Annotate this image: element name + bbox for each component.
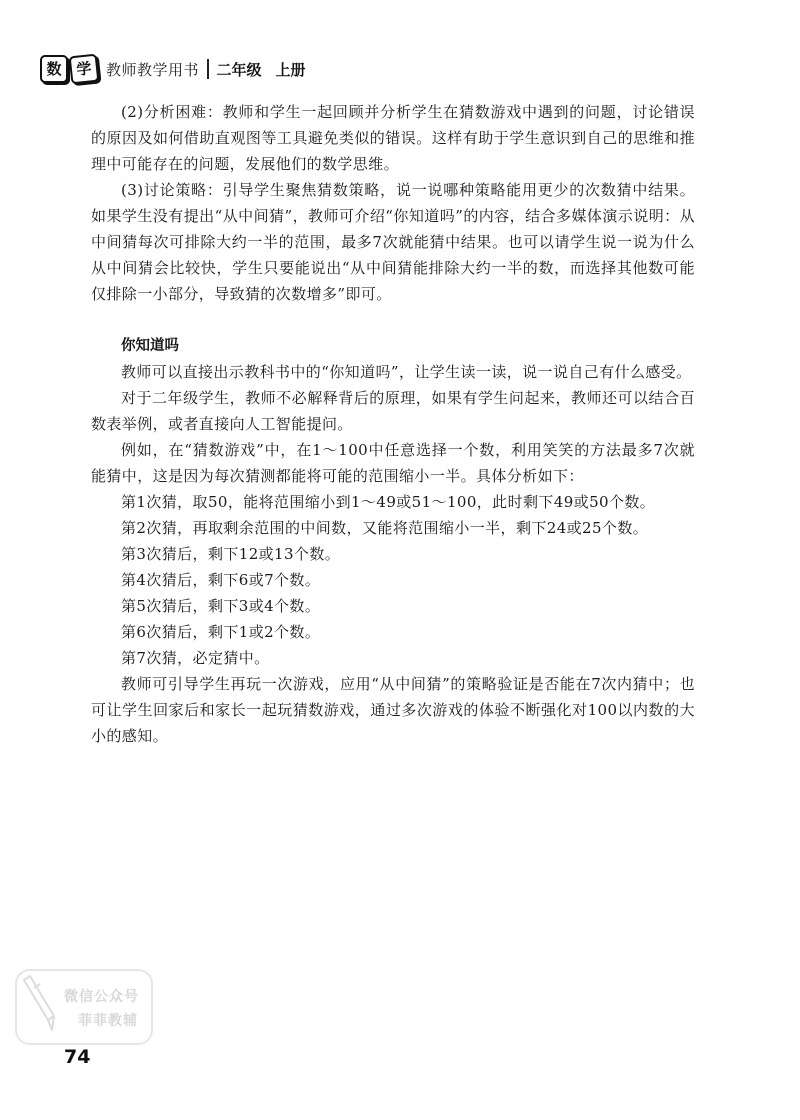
watermark-line-1: 微信公众号 xyxy=(64,989,139,1005)
volume-label: 上册 xyxy=(275,60,306,79)
logo-char-xue: 学 xyxy=(69,54,100,85)
math-logo xyxy=(40,55,98,83)
watermark-line-2: 菲菲教辅 xyxy=(78,1013,138,1029)
guess-step: 第6次猜后，剩下1或2个数。 xyxy=(121,623,321,641)
paragraph-closing: 教师可引导学生再玩一次游戏，应用“从中间猜”的策略验证是否能在7次内猜中；也可让学生回家后和家长一起玩猜数游戏，通过多次游戏的体验不断强化对100以内数的大小的感知。 xyxy=(91,675,695,745)
page-body xyxy=(91,99,695,749)
guess-step: 第3次猜后，剩下12或13个数。 xyxy=(121,545,341,563)
page-number: 74 xyxy=(64,1046,91,1068)
paragraph-discuss-strategy: (3)讨论策略：引导学生聚焦猜数策略，说一说哪种策略能用更少的次数猜中结果。如果学生没有提出“从中间猜”，教师可介绍“你知道吗”的内容，结合多媒体演示说明：从中间猜每次可排除大约一半的范围，最多7次就能猜中结果。也可以请学生说一说为什么从中间猜会比较快，学生只要能说出“从中间猜能排除大约一半的数，而选择其他数可能仅排除一小部分，导致猜的次数增多”即可。 xyxy=(91,181,695,303)
guess-step: 第4次猜后，剩下6或7个数。 xyxy=(121,571,321,589)
grade-label: 二年级 xyxy=(216,60,262,79)
section-heading-did-you-know: 你知道吗 xyxy=(121,338,179,354)
paragraph-show-textbook: 教师可以直接出示教科书中的“你知道吗”，让学生读一读，说一说自己有什么感受。 xyxy=(121,363,692,381)
watermark xyxy=(14,968,156,1048)
watermark-pencil-icon xyxy=(14,968,156,1048)
guess-step: 第1次猜，取50，能将范围缩小到1～49或51～100，此时剩下49或50个数。 xyxy=(121,493,656,511)
running-header xyxy=(40,52,306,86)
paragraph-analyze-difficulty: (2)分析困难：教师和学生一起回顾并分析学生在猜数游戏中遇到的问题，讨论错误的原因及如何借助直观图等工具避免类似的错误。这样有助于学生意识到自己的思维和推理中可能存在的问题，发展他们的数学思维。 xyxy=(91,103,695,173)
guess-step: 第5次猜后，剩下3或4个数。 xyxy=(121,597,321,615)
guess-step: 第2次猜，再取剩余范围的中间数，又能将范围缩小一半，剩下24或25个数。 xyxy=(121,519,649,537)
guess-step: 第7次猜，必定猜中。 xyxy=(121,649,270,667)
header-divider xyxy=(207,59,209,79)
paragraph-second-grade-note: 对于二年级学生，教师不必解释背后的原理，如果有学生问起来，教师还可以结合百数表举例，或者直接向人工智能提问。 xyxy=(91,389,695,433)
logo-char-shu: 数 xyxy=(40,55,68,83)
book-title: 教师教学用书 xyxy=(106,60,200,79)
paragraph-example-intro: 例如，在“猜数游戏”中，在1～100中任意选择一个数，利用笑笑的方法最多7次就能猜中，这是因为每次猜测都能将可能的范围缩小一半。具体分析如下： xyxy=(91,441,695,485)
